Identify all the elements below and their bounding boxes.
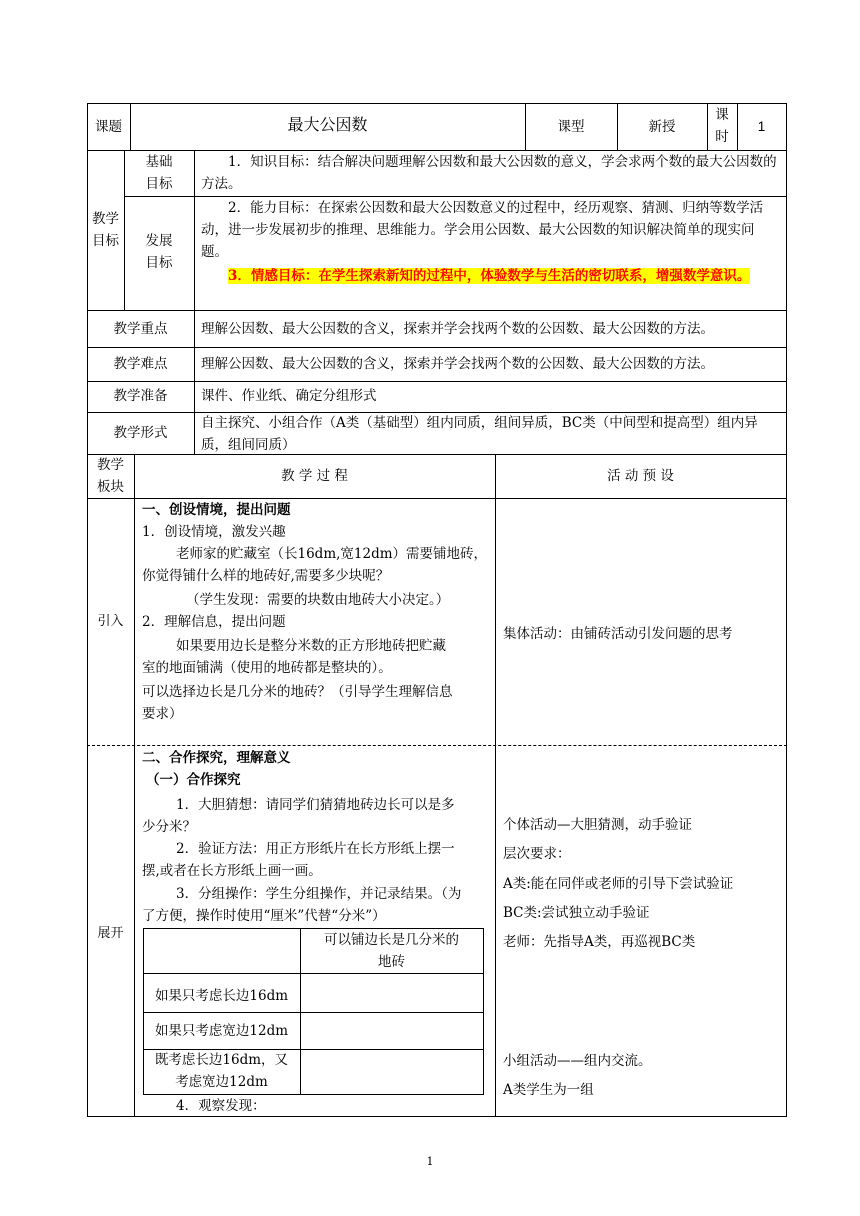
- activity-header: 活 动 预 设: [607, 468, 674, 484]
- expand-step: 少分米？: [142, 819, 196, 835]
- expand-activity: A类:能在同伴或老师的引导下尝试验证: [503, 876, 734, 892]
- expand-activity: 个体活动—大胆猜测，动手验证: [503, 817, 692, 833]
- table-border-right: [786, 103, 787, 1117]
- record-table-header: 可以铺边长是几分米的: [324, 932, 459, 948]
- expand-step: 4．观察发现：: [176, 1098, 266, 1114]
- expand-step: 了方便，操作时使用“厘米”代替“分米”）: [142, 908, 386, 924]
- topic-label: 课题: [95, 119, 122, 135]
- basic-objective-label: 目标: [145, 176, 173, 192]
- expand-subtitle: （一）合作探究: [146, 772, 241, 788]
- lesson-title: 最大公因数: [287, 115, 368, 134]
- block-label: 板块: [97, 479, 124, 495]
- intro-step: 1．创设情境，激发兴趣: [142, 524, 286, 540]
- row-divider: [87, 381, 787, 382]
- intro-paragraph: 老师家的贮藏室（长16dm,宽12dm）需要铺地砖，: [176, 546, 488, 562]
- expand-step: 1．大胆猜想：请同学们猜猜地砖边长可以是多: [176, 797, 455, 813]
- period-value: 1: [757, 119, 766, 134]
- expand-activity: 层次要求：: [503, 846, 571, 862]
- table-border-left: [87, 103, 88, 1117]
- dev-objective-label: 发展: [145, 233, 173, 249]
- intro-step: 2．理解信息，提出问题: [142, 614, 286, 630]
- intro-title: 一、创设情境，提出问题: [142, 502, 291, 518]
- preparation-label: 教学准备: [113, 388, 168, 404]
- form-text: 自主探究、小组合作（A类（基础型）组内同质，组间异质，BC类（中间型和提高型）组内异质，组间同质）: [201, 415, 758, 453]
- preparation-text: 课件、作业纸、确定分组形式: [201, 388, 377, 404]
- record-table-line: [483, 928, 484, 1095]
- expand-step: 摆,或者在长方形纸上画一画。: [142, 863, 322, 879]
- dev-objective-label: 目标: [145, 255, 173, 271]
- col-divider: [495, 454, 496, 1116]
- intro-paragraph: 你觉得铺什么样的地砖好,需要多少块呢？: [142, 568, 390, 584]
- basic-objective-text: 1．知识目标：结合解决问题理解公因数和最大公因数的意义，学会求两个数的最大公因数的方法。: [201, 154, 777, 192]
- col-divider: [134, 454, 135, 1116]
- emotion-objective-highlight: 3．情感目标：在学生探索新知的过程中，体验数学与生活的密切联系，增强数学意识。: [228, 268, 751, 284]
- ability-objective-text: 2．能力目标：在探索公因数和最大公因数意义的过程中，经历观察、猜测、归纳等数学活动，进一步发展初步的推理、思维能力。学会用公因数、最大公因数的知识解决简单的现实问题。: [201, 200, 764, 260]
- form-label: 教学形式: [113, 425, 168, 441]
- key-points-text: 理解公因数、最大公因数的含义，探索并学会找两个数的公因数、最大公因数的方法。: [201, 321, 714, 337]
- intro-paragraph: 室的地面铺满（使用的地砖都是整块的）。: [142, 660, 392, 676]
- key-points-label: 教学重点: [113, 321, 168, 337]
- section-divider: [87, 745, 787, 746]
- intro-paragraph: 要求）: [142, 706, 183, 722]
- objectives-label: 目标: [92, 233, 119, 249]
- type-label: 课型: [557, 119, 585, 135]
- period-label: 时: [715, 129, 729, 145]
- record-table-line: [143, 973, 484, 974]
- row-divider: [87, 347, 787, 348]
- record-table-row-label: 既考虑长边16dm，又: [154, 1052, 289, 1068]
- expand-label: 展开: [97, 926, 124, 941]
- process-header: 教 学 过 程: [281, 468, 348, 484]
- row-divider: [87, 310, 787, 311]
- expand-activity: A类学生为一组: [503, 1082, 594, 1098]
- expand-activity: 老师：先指导A类，再巡视BC类: [503, 934, 696, 950]
- record-table-header: 地砖: [378, 954, 405, 970]
- expand-activity: BC类:尝试独立动手验证: [503, 905, 650, 921]
- record-table-row-label: 考虑宽边12dm: [175, 1074, 268, 1090]
- expand-step: 3．分组操作：学生分组操作，并记录结果。（为: [176, 886, 462, 902]
- type-value: 新授: [648, 119, 676, 135]
- record-table-row-label: 如果只考虑宽边12dm: [154, 1023, 289, 1039]
- record-table-line: [143, 1012, 484, 1013]
- expand-activity: 小组活动——组内交流。: [503, 1053, 652, 1069]
- expand-step: 2．验证方法：用正方形纸片在长方形纸上摆一: [176, 841, 455, 857]
- block-label: 教学: [97, 457, 124, 473]
- difficulty-label: 教学难点: [113, 356, 168, 372]
- page-number: 1: [426, 1155, 434, 1168]
- basic-objective-label: 基础: [145, 154, 173, 170]
- intro-paragraph: 如果要用边长是整分米数的正方形地砖把贮藏: [176, 638, 446, 654]
- intro-label: 引入: [97, 614, 124, 629]
- objectives-label: 教学: [92, 211, 119, 227]
- intro-paragraph: 可以选择边长是几分米的地砖？（引导学生理解信息: [142, 684, 453, 700]
- period-label: 课: [715, 107, 729, 123]
- table-border-top: [87, 103, 787, 104]
- expand-title: 二、合作探究，理解意义: [142, 750, 291, 766]
- record-table-row-label: 如果只考虑长边16dm: [154, 988, 289, 1004]
- intro-paragraph: （学生发现：需要的块数由地砖大小决定。）: [186, 592, 450, 608]
- difficulty-text: 理解公因数、最大公因数的含义，探索并学会找两个数的公因数、最大公因数的方法。: [201, 356, 714, 372]
- emotion-objective-text: [201, 265, 781, 287]
- col-divider: [194, 150, 195, 454]
- intro-activity: 集体活动：由铺砖活动引发问题的思考: [503, 626, 733, 642]
